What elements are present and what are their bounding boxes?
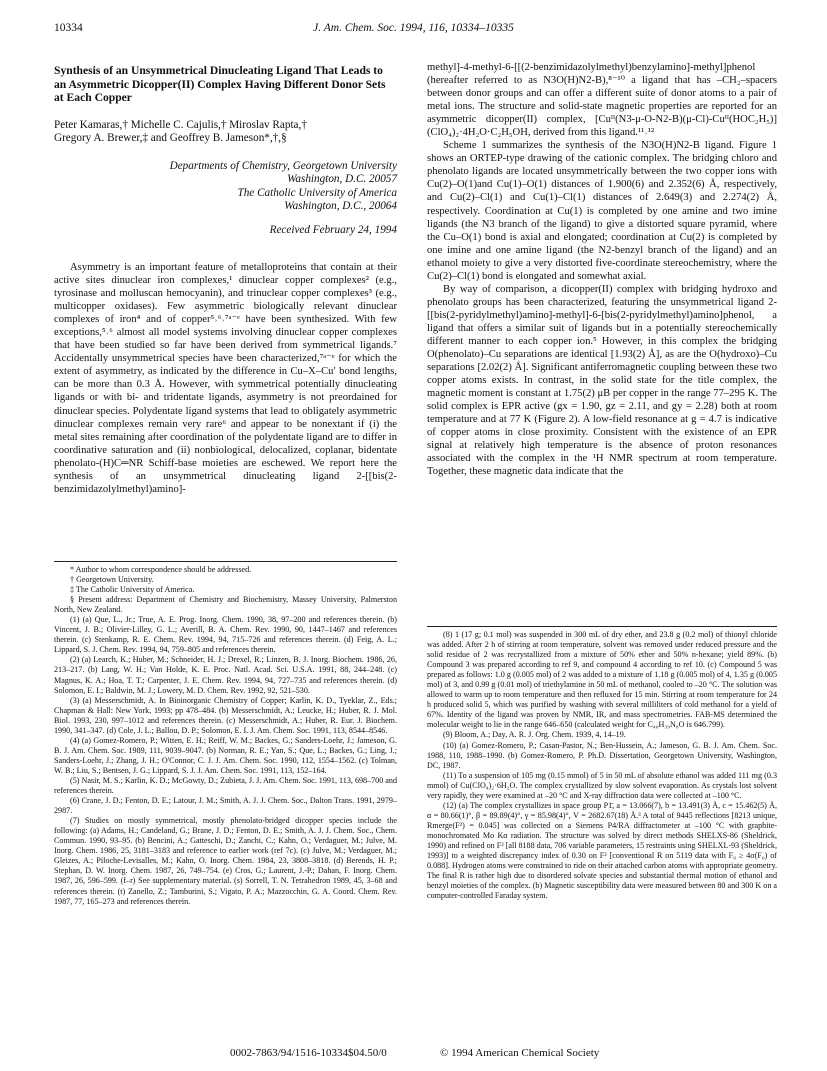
body-paragraph: Asymmetry is an important feature of metalloproteins that contain at their active sites dinuclear iron complexes,¹ dinuclear copper complexes² (e.g., tyrosinase and molluscan hemocyanin), and trinuclear copper complexes³ (e.g., multicopper oxidases). Few asymmetric biologically relevant dinuclear complexes of iron⁴ and of copper⁵˒⁶˒⁷ᵃ⁻ᵉ have been synthesized. With few exceptions,⁵˒⁶ almost all model systems involving dinuclear copper complexes that have been studied so far have been derived from symmetrical ligands.⁷ Accidentally unsymmetrical species have been characterized,⁷ᵃ⁻ᵉ for which the extent of asymmetry, as indicated by the difference in Cu–X–Cu′ bond lengths, can be more than 0.3 Å. However, with symmetrical potentially dinucleating ligands or with bi- and tridentate ligands, asymmetry is not preordained for dinuclear species. Polydentate ligand systems that lead to obligately asymmetric dinuclear complexes remain very rare⁶ and appear to be nonextant if (i) the metal sites remaining after coordination of the polydentate ligand are to differ in coordinative saturation and (ii) nonbiological, delocalized, coplanar, bidentate phenolato-(H)C═NR Schiff-base moieties are eschewed. We report here the synthesis of an unsymmetrical dinucleating ligand 2-[[bis(2-benzimidazolylmethyl)amino]- (54, 262, 397, 495)
article-title: Synthesis of an Unsymmetrical Dinucleating Ligand That Leads to an Asymmetric Dicopper(II) Complex Having Different Donor Sets at Each Copper (54, 64, 386, 105)
footnote: § Present address: Department of Chemistry and Biochemistry, Massey University, Palmerston North, New Zealand. (54, 595, 397, 615)
footnote: (6) Crane, J. D.; Fenton, D. E.; Latour, J. M.; Smith, A. J. J. Chem. Soc., Dalton Trans. 1991, 2979–2987. (54, 796, 397, 816)
author-line: Peter Kamaras,† Michelle C. Cajulis,† Miroslav Rapta,† (54, 118, 307, 131)
body-paragraph: By way of comparison, a dicopper(II) complex with bridging hydroxo and phenolato groups has been characterized, featuring the unsymmetrical ligand 2-[[bis(2-pyridylmethyl)amino]-methyl]-6-[bis(2-pyridylmethyl)amino]phenol, a ligand that offers a similar suit of ligands but in a potentially stereochemically different manner to each copper ion.⁵ However, in this complex the bridging O(phenolato)–Cu separations are identical [1.93(2) Å], as are the O(hydroxo)–Cu separations [2.02(2) Å]. Significant antiferromagnetic coupling between these two copper atoms exists. In contrast, in the solid state for the title complex, the magnetic moment is constant at 1.75(2) μB per copper in the range 77–295 K. The solid complex is EPR active (gx = 1.90, gz = 2.11, and gy = 2.28) both at room temperature and at 77 K (Figure 2). A low-field resonance at g = 4.7 is indicative of copper atoms in close proximity. Consistent with the existence of an EPR signal at relatively high temperature is the absence of proton resonances associated with the complex in the ¹H NMR spectrum at room temperature. Together, these magnetic data indicate that the (427, 283, 777, 478)
journal-citation: J. Am. Chem. Soc. 1994, 116, 10334–10335 (313, 22, 514, 34)
author-line: Gregory A. Brewer,‡ and Geoffrey B. Jameson*,†,§ (54, 132, 287, 145)
page-number: 10334 (54, 22, 83, 34)
left-body-text (54, 261, 397, 496)
footnote: (10) (a) Gomez-Romero, P.; Casan-Pastor, N.; Ben-Hussein, A.; Jameson, G. B. J. Am. Chem. Soc. 1988, 110, 1988–1990. (b) Gomez-Romero, P. Ph.D. Dissertation, Georgetown University, Washington, DC, 1987. (427, 740, 777, 770)
affiliation-line: Departments of Chemistry, Georgetown University (169, 159, 397, 172)
affiliations (54, 160, 397, 214)
body-paragraph: Scheme 1 summarizes the synthesis of the N3O(H)N2-B ligand. Figure 1 shows an ORTEP-type drawing of the cationic complex. The bridging chloro and phenolato ligands are located unsymmetrically between the two copper ions with Cu(2)–O(1)and Cu(1)–O(1) distances of 1.900(6) and 2.352(6) Å, respectively, and Cu(2)–Cl(1) and Cu(1)–Cl(1) distances of 2.649(3) and 2.274(2) Å, respectively. Coordination at Cu(1) is completed by one amine and two imine ligands (the N3 branch of the ligand) to give a distorted square pyramid, where the Cu–O(1) bond is axial and elongated; coordination at Cu(2) is completed by one imine and one amine ligand (the N2-benzyl branch of the ligand) and an ethanol moiety to give a very distorted five-coordinate stereochemistry, where the Cu(2)–Cl(1) bond is elongated and somewhat axial. (427, 140, 777, 282)
footnote: * Author to whom correspondence should be addressed. (70, 565, 252, 574)
footnote: † Georgetown University. (70, 575, 154, 585)
footnote: (4) (a) Gomez-Romero, P.; Witten, E. H.; Reiff, W. M.; Backes, G.; Sanders-Loehr, J.; Jameson, G. B. J. Am. Chem. Soc. 1989, 111, 9039–9047. (b) Norman, R. E.; Yan, S.; Que, L.; Backes, G.; Ling, J.; Sanders-Loehr, J.; Zhang, J. H.; O'Connor, C. J. J. Am. Chem. Soc. 1990, 112, 1554–1562. (c) Tolman, W. B.; Liu, S.; Bentsen, J. G.; Lippard, S. J. J. Am. Chem. Soc. 1991, 113, 152–164. (54, 735, 397, 775)
affiliation-line: The Catholic University of America (237, 186, 397, 199)
body-paragraph: methyl]-4-methyl-6-[[(2-benzimidazolylmethyl)benzylamino]-methyl]phenol (hereafter referred to as N3O(H)N2-B),⁸⁻¹⁰ a ligand that has –CH₂–spacers between donor groups and can offer a different suite of donor atoms to a pair of metal ions. The structure and solid-state magnetic properties are reported for an asymmetric dicopper(II) complex, [Cuᴵᴵ(N3-μ-O-N2-B)(μ-Cl)-Cuᴵᴵ(HOC₂H₅)](ClO₄)₂·4H₂O·C₂H₅OH, derived from this ligand.¹¹˒¹² (427, 62, 777, 139)
author-list (54, 119, 397, 146)
affiliation-line: Washington, D.C. 20057 (287, 173, 397, 186)
footnote: (8) 1 (17 g; 0.1 mol) was suspended in 300 mL of dry ether, and 23.8 g (0.2 mol) of thionyl chloride was added. After 2 h of stirring at room temperature, solvent was removed under reduced pressure and the solid residue of 2 was recrystallized from a mixture of 50% ether and 50% n-hexane; yield 89%. (b) Compound 3 was prepared according to ref 9, and compound 4 according to ref 10. (c) Compound 5 was prepared as follows: 1.0 g (0.005 mol) of 2 was added to a mixture of 1.18 g (0.005 mol) of 4, 1.35 g (0.005 mol) of 3, and 0.99 g (0.01 mol) of triethylamine in 50 mL of methanol, cooled to –20 °C. The solution was allowed to warm up to room temperature and then refluxed for 15 min. Stirring at room temperature for 24 h produced solid 5, which was purified by washing with several milliliters of cold methanol for a yield of 67%. Identity of the ligand was proven by NMR, IR, and mass spectrometries. FAB-MS determined the molecular weight to lie in the range 646–650 (calculated weight for C₄₀H₃₉N₈O is 646.799). (427, 630, 777, 730)
footnote: (1) (a) Que, L., Jr.; True, A. E. Prog. Inorg. Chem. 1990, 38, 97–200 and references therein. (b) Vincent, J. B.; Olivier-Lilley, G. L.; Averill, B. A. Chem. Rev. 1990, 90, 1447–1467 and references therein. (c) Stenkamp, R. E. Chem. Rev. 1994, 94, 715–726 and references therein. (d) Feig, A. L.; Lippard, S. J. Chem. Rev. 1994, 94, 759–805 and references therein. (54, 615, 397, 655)
footnote: (9) Bloom, A.; Day, A. R. J. Org. Chem. 1939, 4, 14–19. (443, 730, 626, 740)
right-footnotes (427, 630, 777, 901)
left-footnotes (54, 565, 397, 907)
footnote-divider (427, 626, 777, 627)
received-date: Received February 24, 1994 (269, 224, 397, 237)
article-code: 0002-7863/94/1516-10334$04.50/0 (230, 1047, 387, 1059)
footnote: (11) To a suspension of 105 mg (0.15 mmol) of 5 in 50 mL of absolute ethanol was added 111 mg (0.3 mmol) of Cu(ClO₄)₂·6H₂O. The complex crystallized by slow solvent evaporation. As crystals lost solvent very rapidly, they were examined at –20 °C and X-ray diffraction data were collected at –100 °C. (427, 770, 777, 800)
footnote: (5) Nasir, M. S.; Karlin, K. D.; McGowty, D.; Zubieta, J. J. Am. Chem. Soc. 1991, 113, 698–700 and references therein. (54, 775, 397, 796)
footnote: (7) Studies on mostly symmetrical, mostly phenolato-bridged dicopper species include the following: (a) Adams, H.; Candeland, G.; Brane, J. D.; Fenton, D. E.; Smith, A. J. J. Chem. Soc., Chem. Commun. 1990, 93–95. (b) Bencini, A.; Gatteschi, D.; Zanchi, C.; Kahn, O.; Verdaguer, M.; Julve, M. Inorg. Chem. 1986, 25, 3181–3183 and reference to earlier work (ref 7c). (c) Julve, M.; Verdaguer, M.; Gleizes, A.; Piloche-Levisalles, M.; Kahn, O. Inorg. Chem. 1984, 23, 3808–3818. (d) Berends, H. P.; Stephan, D. W. Inorg. Chem. 1987, 26, 749–754. (e) Cros, G.; Laurent, J.-P.; Dahan, F. Inorg. Chem. 1987, 26, 596–599. (f–r) See supplementary material. (s) Sorrell, T. N. Tetrahedron 1989, 45, 3–68 and references therein. (t) Zanello, Z.; Tamburini, S.; Vigato, P. A.; Mazzocchin, G. A. Coord. Chem. Rev. 1987, 77, 165–273 and references therein. (54, 816, 397, 906)
footnote: ‡ The Catholic University of America. (70, 585, 195, 595)
footnote-divider (54, 561, 397, 562)
affiliation-line: Washington, D.C., 20064 (284, 200, 397, 212)
copyright: © 1994 American Chemical Society (440, 1047, 600, 1059)
right-body-text (427, 61, 777, 479)
footnote: (3) (a) Messerschmidt, A. In Bioinorganic Chemistry of Copper; Karlin, K. D., Tyeklar, Z., Eds.; Chapman & Hall: New York, 1993; pp 478–484. (b) Messerschmidt, A.; Leucke, H.; Huber, R. J. Mol. Biol. 1993, 230, 997–1012 and references therein. (c) Messerschmidt, A.; Huber, R. Eur. J. Biochem. 1990, 341–347. (d) Cole, J. L.; Ballou, D. P.; Solomon, E. I. J. Am. Chem. Soc. 1991, 113, 8544–8546. (54, 695, 397, 735)
footnote: (12) (a) The complex crystallizes in space group P1̄, a = 13.066(7), b = 13.491(3) Å, c = 15.462(5) Å, α = 80.66(1)°, β = 89.89(4)°, γ = 85.98(4)°, V = 2682.67(18) Å.³ A total of 9445 reflections [8213 unique, Rmerge(F²) = 0.045] was collected on a Siemens P4/RA diffractometer at –100 °C with graphite-monochromated Mo Kα radiation. The structure was solved by direct methods SHELXS-86 (Sheldrick, 1990) and refined on F² [all 8188 data, 706 variable parameters, 15 restraints using SHELXL-93 (Sheldrick, 1993)] to a weighted discrepancy index of 0.30 on F² [conventional R on 5119 data with F₀ ≥ 4σ(F₀) of 0.088]. Hydrogen atoms were constrained to ride on their attached carbon atoms with appropriate geometry. The final R is rather high due to disordered solvate species and substantial thermal motion of ethanol and benzyl moieties of the complex. (b) Magnetic susceptibility data were measured between 80 and 300 K on a computer-controlled Faraday system. (427, 800, 777, 901)
footnote: (2) (a) Learch, K.; Huber, M.; Schneider, H. J.; Drexel, R.; Linzen, B. J. Inorg. Biochem. 1986, 26, 213–217. (b) Lang, W. H.; Van Holde, K. E. Proc. Natl. Acad. Sci. U.S.A. 1991, 88, 244–248. (c) Magnus, K. A.; Hoa, T. T.; Carpenter, J. E. Chem. Rev. 1994, 94, 727–735 and references therein. (d) Solomon, E. I.; Baldwin, M. J.; Lowery, M. D. Chem. Rev. 1992, 92, 521–530. (54, 655, 397, 695)
left-column (54, 64, 397, 236)
